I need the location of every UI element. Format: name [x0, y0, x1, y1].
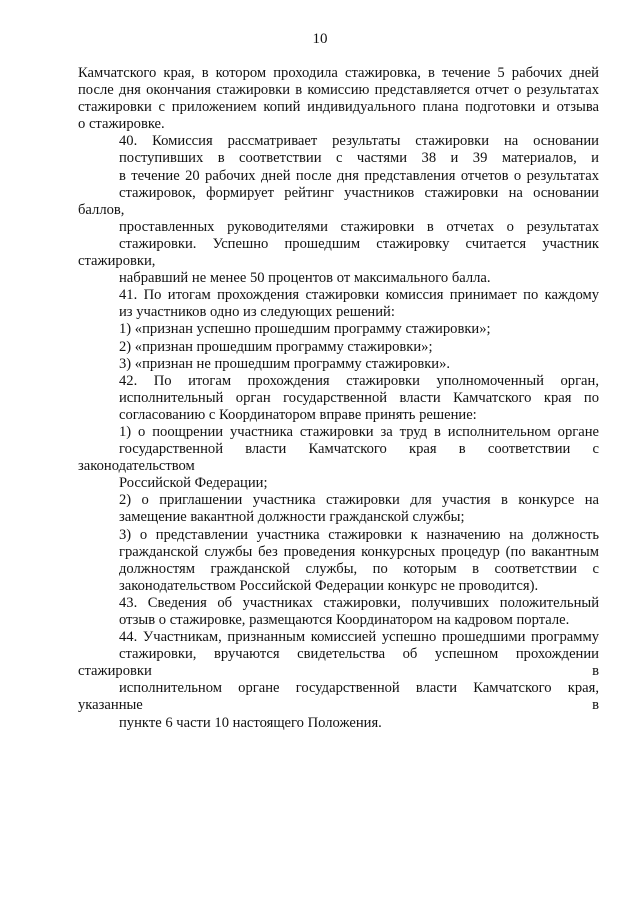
text-line: замещение вакантной должности гражданской службы;: [119, 509, 465, 526]
text-line: стажировки. Успешно прошедшим стажировку считается участник стажировки,: [78, 235, 599, 270]
paragraph-42: [78, 373, 599, 424]
text-line: 2) «признан прошедшим программу стажировки»;: [119, 338, 433, 355]
text-line: 1) «признан успешно прошедшим программу стажировки»;: [119, 321, 491, 338]
text-line: 3) о представлении участника стажировки к назначению на должность: [119, 526, 599, 543]
text-line: о стажировке.: [78, 116, 165, 133]
text-line: Российской Федерации;: [119, 475, 268, 492]
list-item-42-3: [78, 527, 599, 595]
paragraph-continuation: [78, 65, 599, 133]
text-line: поступивших в соответствии с частями 38 и 39 материалов, и: [119, 150, 599, 167]
page-number: 10: [312, 31, 328, 47]
text-line: государственной власти Камчатского края в соответствии с законодательством: [78, 441, 599, 475]
text-line: из участников одно из следующих решений:: [119, 304, 395, 321]
text-line: стажировки с приложением копий индивидуального плана подготовки и отзыва: [78, 99, 599, 116]
text-line: после дня окончания стажировки в комиссию представляется отчет о результатах: [78, 82, 599, 99]
text-line: 43. Сведения об участниках стажировки, получивших положительный: [119, 594, 599, 611]
text-line: согласованию с Координатором вправе принять решение:: [119, 406, 477, 423]
paragraph-43: [78, 595, 599, 629]
document-body: [78, 65, 599, 732]
text-line: 41. По итогам прохождения стажировки комиссия принимает по каждому: [119, 287, 599, 304]
text-line: проставленных руководителями стажировки в отчетах о результатах: [119, 218, 599, 235]
text-line: законодательством Российской Федерации конкурс не проводится).: [119, 577, 539, 594]
paragraph-41: [78, 287, 599, 321]
paragraph-44: [78, 629, 599, 732]
paragraph-40: [78, 133, 599, 287]
text-line: стажировок, формирует рейтинг участников стажировки на основании баллов,: [78, 184, 599, 218]
text-line: Камчатского края, в котором проходила стажировка, в течение 5 рабочих дней: [78, 65, 599, 81]
text-line: 44. Участникам, признанным комиссией успешно прошедшими программу: [119, 629, 599, 646]
text-line: исполнительный орган государственной власти Камчатского края по: [119, 389, 599, 406]
list-item-42-2: [78, 492, 599, 526]
text-line: 40. Комиссия рассматривает результаты стажировки на основании: [119, 133, 599, 150]
text-line: стажировки, вручаются свидетельства об успешном прохождении стажировки в: [78, 646, 599, 680]
text-line: пункте 6 части 10 настоящего Положения.: [119, 714, 382, 731]
list-item-41-1: [78, 321, 599, 338]
text-line: в течение 20 рабочих дней после дня представления отчетов о результатах: [119, 167, 599, 184]
list-item-41-3: [78, 356, 599, 373]
text-line: отзыв о стажировке, размещаются Координатором на кадровом портале.: [119, 612, 570, 628]
text-line: исполнительном органе государственной власти Камчатского края, указанные в: [78, 680, 599, 714]
text-line: 1) о поощрении участника стажировки за труд в исполнительном органе: [119, 423, 599, 440]
list-item-41-2: [78, 339, 599, 356]
text-line: 42. По итогам прохождения стажировки уполномоченный орган,: [119, 372, 599, 389]
list-item-42-1: [78, 424, 599, 492]
text-line: 2) о приглашении участника стажировки для участия в конкурсе на: [119, 492, 599, 509]
text-line: гражданской службы без проведения конкурсных процедур (по вакантным: [119, 543, 599, 560]
text-line: набравший не менее 50 процентов от максимального балла.: [119, 270, 491, 287]
text-line: 3) «признан не прошедшим программу стажировки».: [119, 355, 451, 372]
text-line: должностям гражданской службы, по которым в соответствии с: [119, 560, 599, 577]
